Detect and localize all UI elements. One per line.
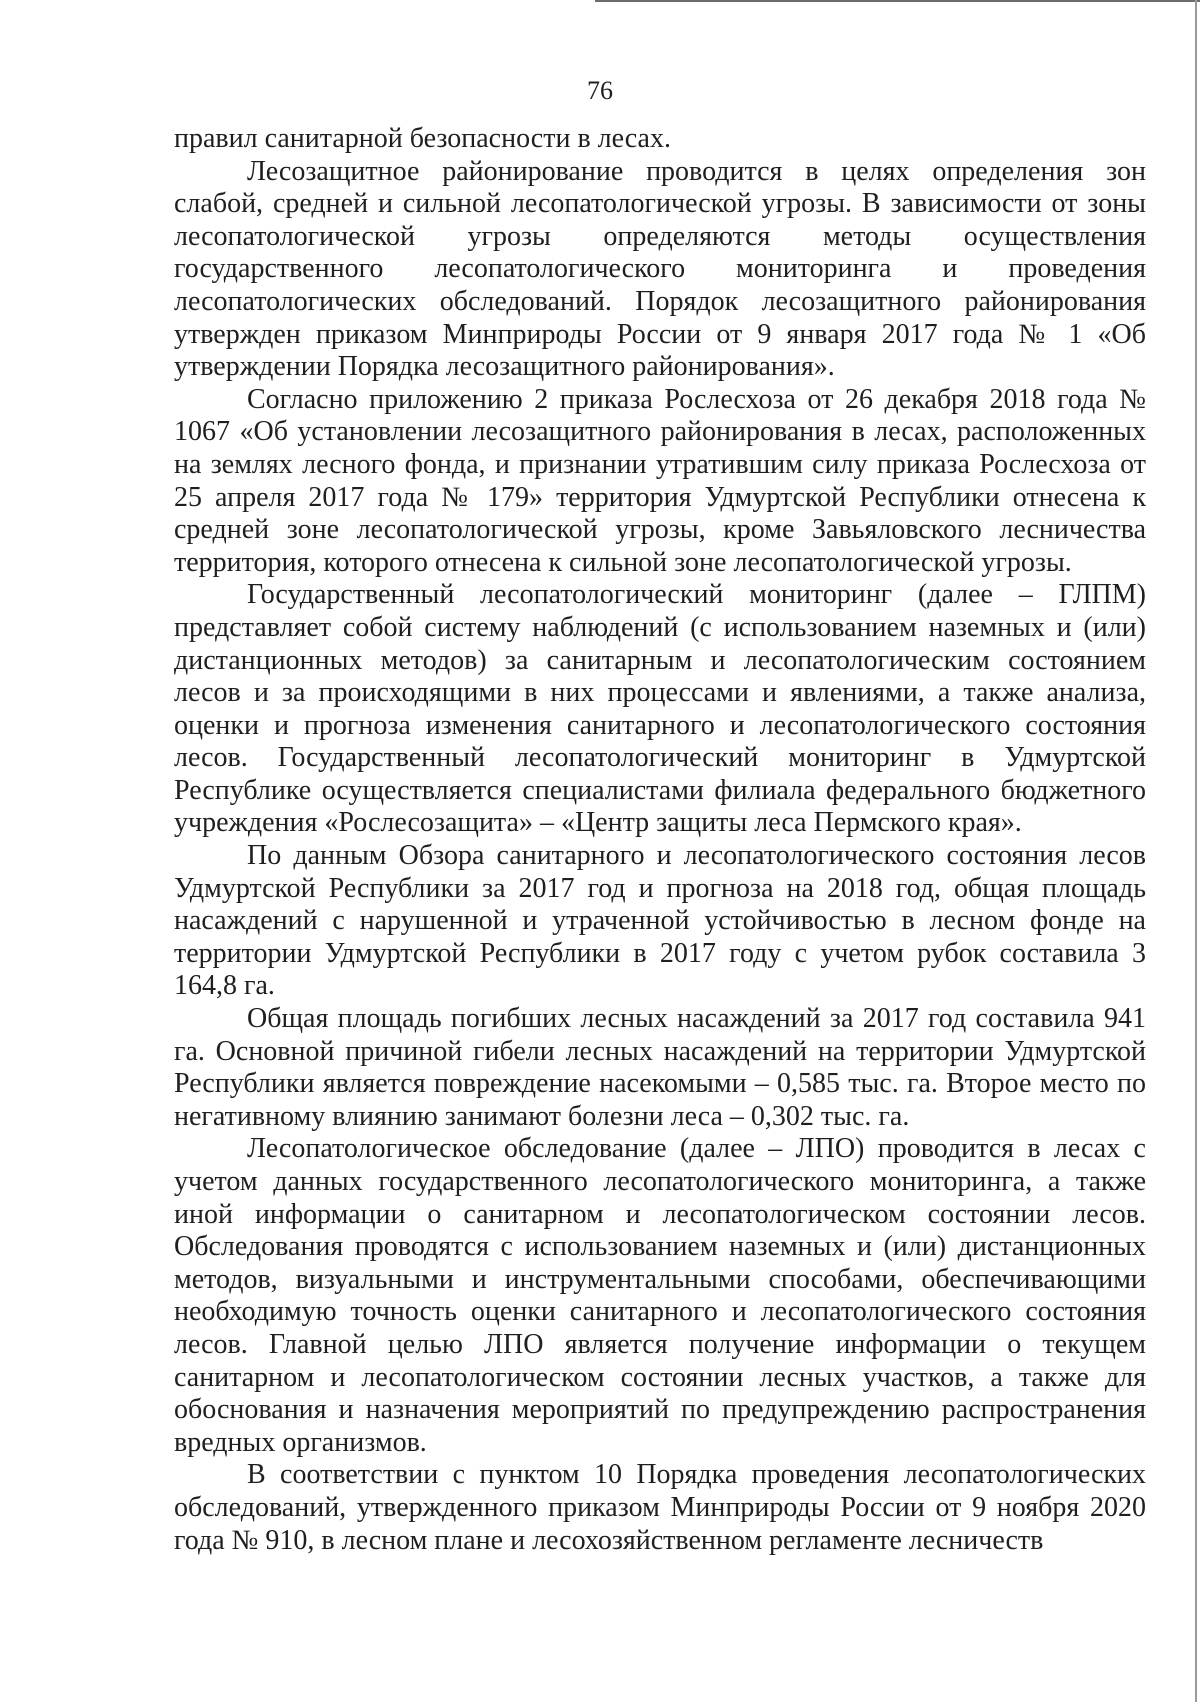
document-body [174,123,1146,1557]
scan-edge-right [1195,0,1197,1702]
page-number: 76 [587,76,613,105]
paragraph: Государственный лесопатологический мониторинг (далее – ГЛПМ) представляет собой систему наблюдений (с использованием наземных и (или) дистанционных методов) за санитарным и лесопатологическим состоянием лесов и за происходящими в них процессами и явлениями, а также анализа, оценки и прогноза изменения санитарного и лесопатологического состояния лесов. Государственный лесопатологический мониторинг в Удмуртской Республике осуществляется специалистами филиала федерального бюджетного учреждения «Рослесозащита» – «Центр защиты леса Пермского края». [174,579,1146,839]
paragraph: Общая площадь погибших лесных насаждений за 2017 год составила 941 га. Основной причиной гибели лесных насаждений на территории Удмуртской Республики является повреждение насекомыми – 0,585 тыс. га. Второе место по негативному влиянию занимают болезни леса – 0,302 тыс. га. [174,1003,1146,1132]
paragraph: Согласно приложению 2 приказа Рослесхоза от 26 декабря 2018 года № 1067 «Об установлении лесозащитного районирования в лесах, расположенных на землях лесного фонда, и признании утратившим силу приказа Рослесхоза от 25 апреля 2017 года № 179» территория Удмуртской Республики отнесена к средней зоне лесопатологической угрозы, кроме Завьяловского лесничества территория, которого отнесена к сильной зоне лесопатологической угрозы. [174,383,1146,578]
paragraph: В соответствии с пунктом 10 Порядка проведения лесопатологических обследований, утвержденного приказом Минприроды России от 9 ноября 2020 года № 910, в лесном плане и лесохозяйственном регламенте лесничеств [174,1459,1146,1556]
paragraph: Лесопатологическое обследование (далее – ЛПО) проводится в лесах с учетом данных государственного лесопатологического мониторинга, а также иной информации о санитарном и лесопатологическом состоянии лесов. Обследования проводятся с использованием наземных и (или) дистанционных методов, визуальными и инструментальными способами, обеспечивающими необходимую точность оценки санитарного и лесопатологического состояния лесов. Главной целью ЛПО является получение информации о текущем санитарном и лесопатологическом состоянии лесных участков, а также для обоснования и назначения мероприятий по предупреждению распространения вредных организмов. [174,1133,1146,1458]
paragraph: По данным Обзора санитарного и лесопатологического состояния лесов Удмуртской Республики за 2017 год и прогноза на 2018 год, общая площадь насаждений с нарушенной и утраченной устойчивостью в лесном фонде на территории Удмуртской Республики в 2017 году с учетом рубок составила 3 164,8 га. [174,840,1146,1002]
paragraph: Лесозащитное районирование проводится в целях определения зон слабой, средней и сильной лесопатологической угрозы. В зависимости от зоны лесопатологической угрозы определяются методы осуществления государственного лесопатологического мониторинга и проведения лесопатологических обследований. Порядок лесозащитного районирования утвержден приказом Минприроды России от 9 января 2017 года № 1 «Об утверждении Порядка лесозащитного районирования». [174,155,1146,383]
paragraph: правил санитарной безопасности в лесах. [174,123,671,154]
scan-edge-top [595,0,1200,2]
